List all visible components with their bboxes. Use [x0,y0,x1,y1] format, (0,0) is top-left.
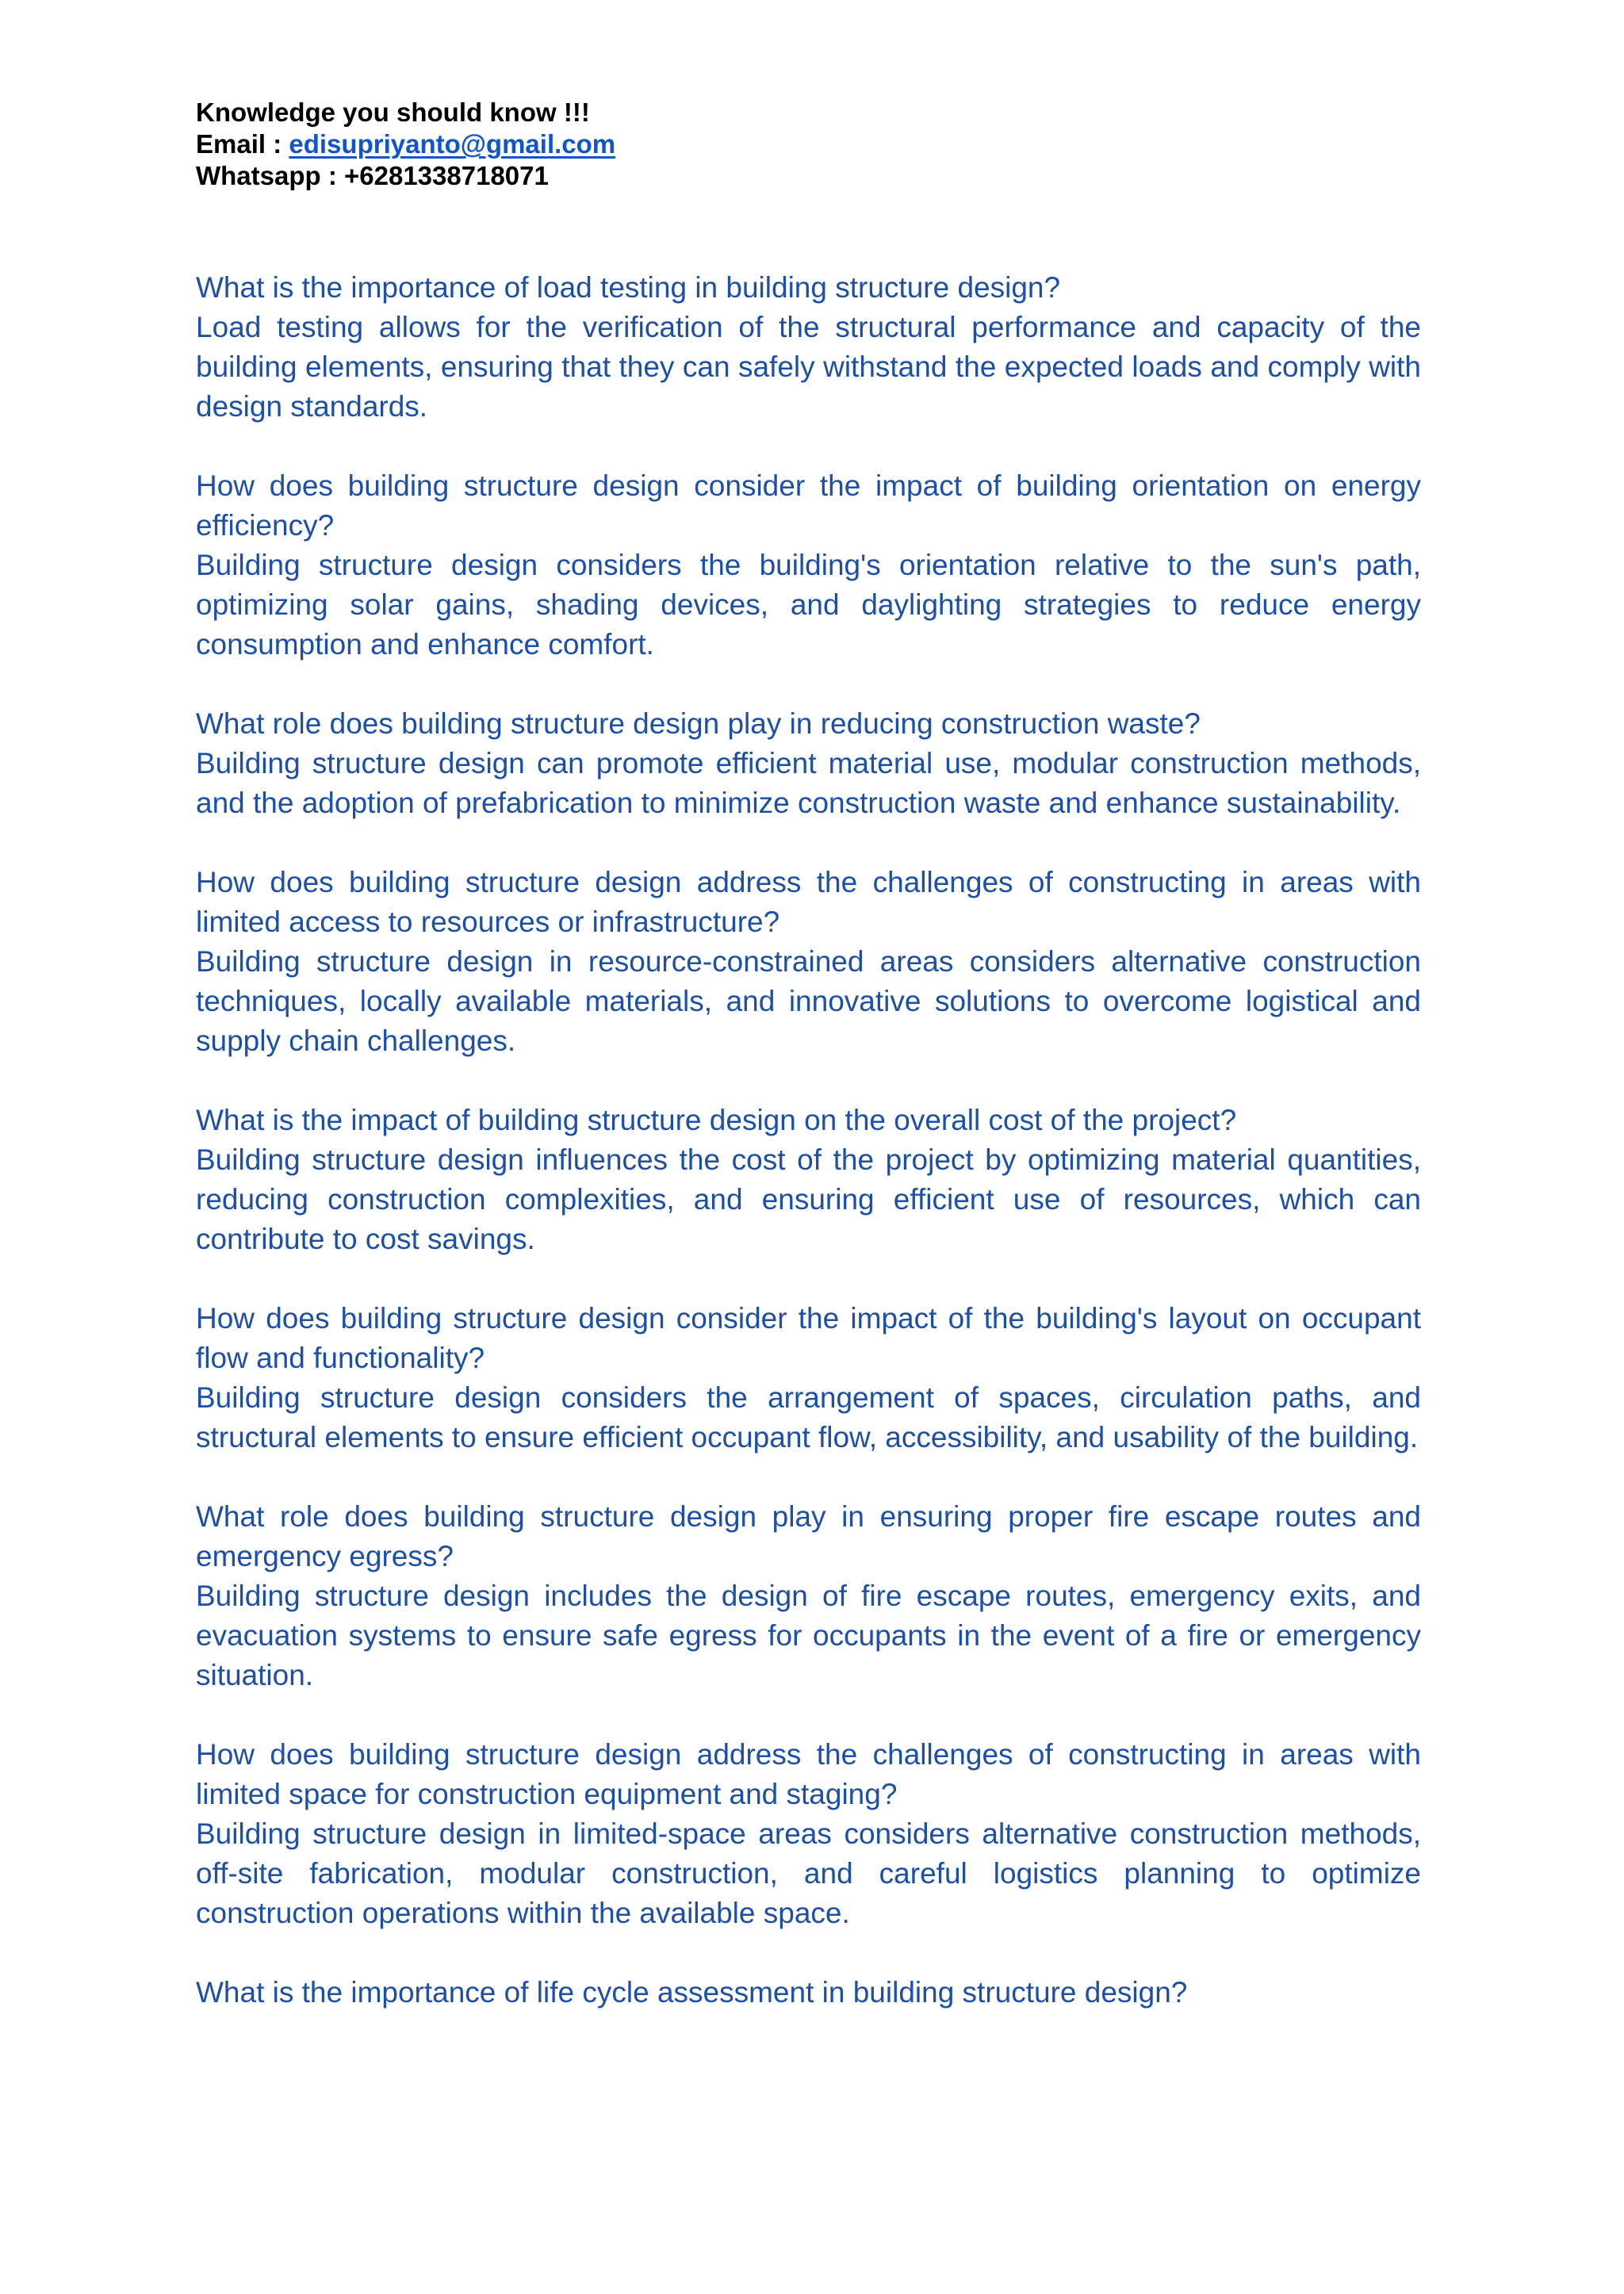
answer-text: Building structure design considers the building's orientation relative to the sun's path, optimizing solar gains, shading devices, and daylighting strategies to reduce energy consumption and enhance comfort. [196,549,1421,661]
qa-item [196,1299,1421,1457]
whatsapp-label: Whatsapp : [196,161,344,190]
question-text: What role does building structure design play in ensuring proper fire escape routes and emergency egress? [196,1500,1421,1572]
question-text: How does building structure design consider the impact of building orientation on energy efficiency? [196,469,1421,542]
qa-list [196,268,1421,2052]
qa-item [196,863,1421,1061]
header-title: Knowledge you should know !!! [196,98,590,127]
question-text: What is the importance of load testing in building structure design? [196,271,1061,304]
question-text: What is the importance of life cycle assessment in building structure design? [196,1976,1188,2009]
question-text: How does building structure design consider the impact of the building's layout on occupant flow and functionality? [196,1302,1421,1374]
qa-item [196,1101,1421,1259]
question-text: What is the impact of building structure design on the overall cost of the project? [196,1104,1237,1136]
email-line [196,128,1417,160]
email-link[interactable]: edisupriyanto@gmail.com [289,129,616,159]
qa-item [196,704,1421,823]
answer-text: Building structure design can promote efficient material use, modular construction methods, and the adoption of prefabrication to minimize construction waste and enhance sustainability. [196,747,1421,819]
whatsapp-number: +6281338718071 [344,161,549,190]
answer-text: Building structure design considers the arrangement of spaces, circulation paths, and structural elements to ensure efficient occupant flow, accessibility, and usability of the building. [196,1381,1421,1453]
question-text: How does building structure design address the challenges of constructing in areas with limited access to resources or infrastructure? [196,866,1421,938]
answer-text: Building structure design in resource-constrained areas considers alternative construction techniques, locally available materials, and innovative solutions to overcome logistical and supply chain challenges. [196,945,1421,1057]
answer-text: Building structure design in limited-space areas considers alternative construction methods, off-site fabrication, modular construction, and careful logistics planning to optimize construction operations within the available space. [196,1817,1421,1929]
qa-item [196,466,1421,664]
answer-text: Building structure design influences the cost of the project by optimizing material quantities, reducing construction complexities, and ensuring efficient use of resources, which can contribute to cost savings. [196,1143,1421,1255]
answer-text: Building structure design includes the design of fire escape routes, emergency exits, and evacuation systems to ensure safe egress for occupants in the event of a fire or emergency situation. [196,1580,1421,1691]
question-text: What role does building structure design play in reducing construction waste? [196,707,1201,740]
qa-item [196,1497,1421,1695]
answer-text: Load testing allows for the verification of the structural performance and capacity of the building elements, ensuring that they can safely withstand the expected loads and comply with design standards. [196,311,1421,423]
email-label: Email : [196,129,289,159]
whatsapp-line [196,160,1417,192]
qa-item [196,268,1421,427]
qa-item [196,1973,1421,2013]
document-header [196,97,1417,192]
question-text: How does building structure design address the challenges of constructing in areas with limited space for construction equipment and staging? [196,1738,1421,1810]
qa-item [196,1735,1421,1933]
